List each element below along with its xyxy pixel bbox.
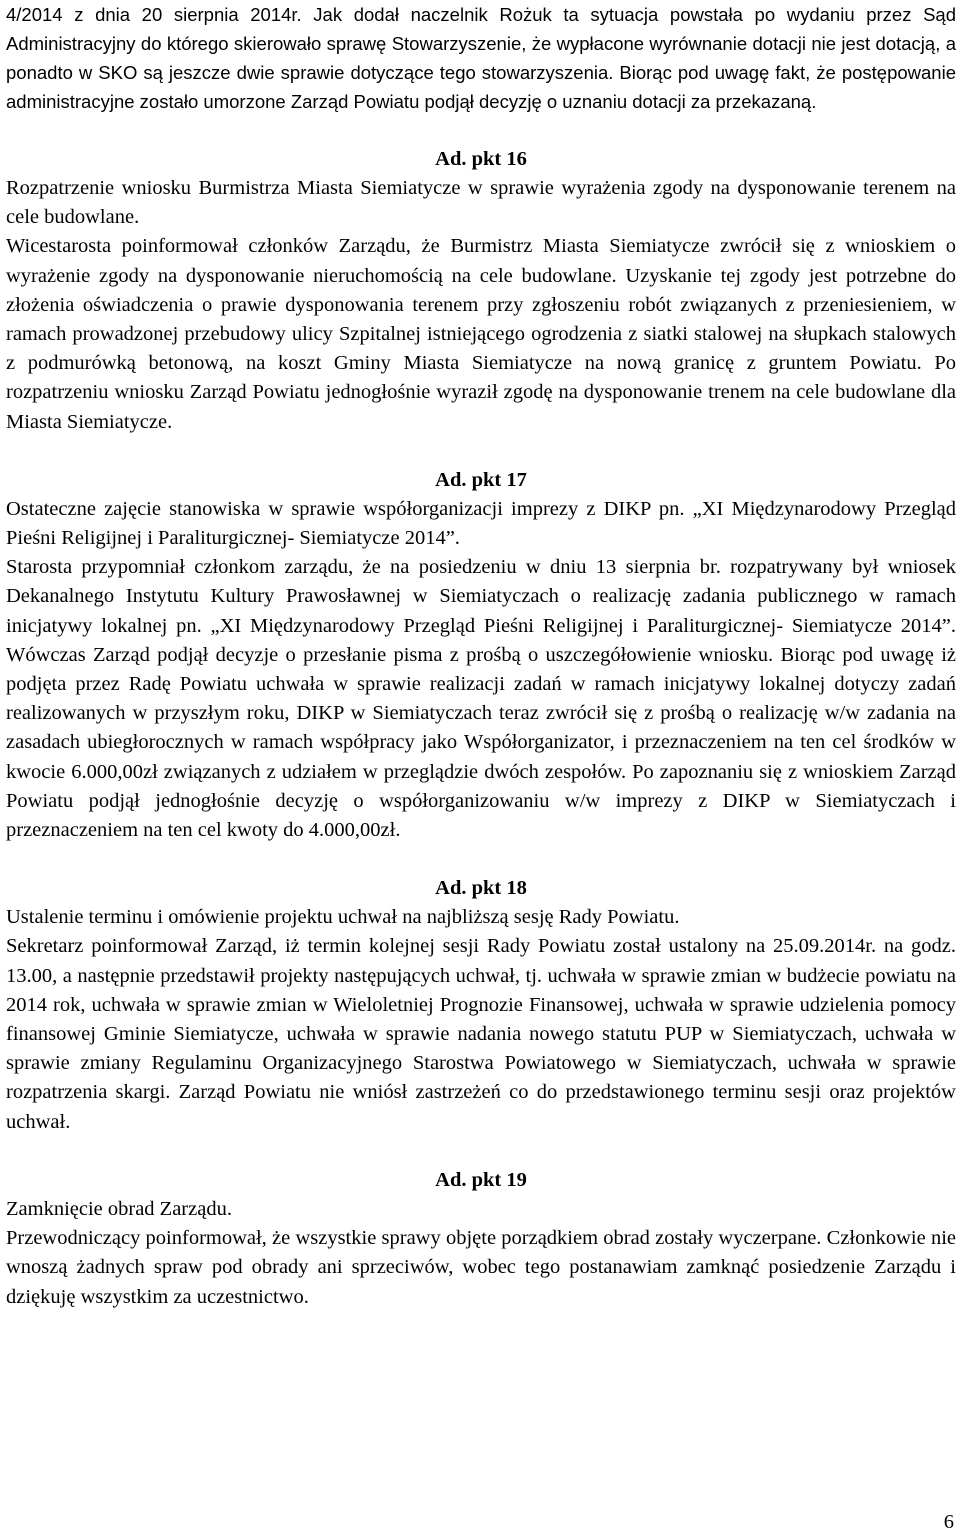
intro-paragraph: 4/2014 z dnia 20 sierpnia 2014r. Jak dodał naczelnik Rożuk ta sytuacja powstała po wydaniu przez Sąd Administracyjny do którego skierowało sprawę Stowarzyszenie, że wypłacone wyrównanie dotacji nie jest dotacją, a ponadto w SKO są jeszcze dwie sprawie dotyczące tego stowarzyszenia. Biorąc pod uwagę fakt, że postępowanie administracyjne zostało umorzone Zarząd Powiatu podjął decyzję o uznaniu dotacji za przekazaną.: [6, 4, 956, 112]
section-pkt-17: [6, 466, 956, 845]
document-page: [6, 0, 956, 1312]
section-subject: Zamknięcie obrad Zarządu.: [6, 1197, 232, 1220]
section-spacer: [6, 116, 956, 145]
section-pkt-19: [6, 1166, 956, 1312]
section-pkt-16: [6, 145, 956, 437]
page-number: 6: [943, 1511, 954, 1533]
section-subject: Ostateczne zajęcie stanowiska w sprawie współorganizacji imprezy z DIKP pn. „XI Międzynarodowy Przegląd Pieśni Religijnej i Paraliturgicznej- Siemiatycze 2014”.: [6, 497, 956, 550]
section-heading: Ad. pkt 17: [435, 468, 527, 491]
section-subject: Rozpatrzenie wniosku Burmistrza Miasta Siemiatycze w sprawie wyrażenia zgody na dysponowanie terenem na cele budowlane.: [6, 177, 956, 229]
section-body: Sekretarz poinformował Zarząd, iż termin kolejnej sesji Rady Powiatu został ustalony na 25.09.2014r. na godz. 13.00, a następnie przedstawił projekty następujących uchwał, tj. uchwała w sprawie zmian w budżecie powiatu na 2014 rok, uchwała w sprawie zmian w Wieloletniej Prognozie Finansowej, uchwała w sprawie udzielenia pomocy finansowej Gminie Siemiatycze, uchwała w sprawie nadania nowego statutu PUP w Siemiatyczach, uchwała w sprawie zmiany Regulaminu Organizacyjnego Starostwa Powiatowego w Siemiatyczach, uchwała w sprawie rozpatrzenia skargi. Zarząd Powiatu nie wniósł zastrzeżeń co do przedstawionego terminu sesji oraz projektów uchwał.: [6, 935, 956, 1133]
section-spacer: [6, 1137, 956, 1166]
section-heading: Ad. pkt 16: [435, 148, 527, 170]
section-subject: Ustalenie terminu i omówienie projektu uchwał na najbliższą sesję Rady Powiatu.: [6, 906, 680, 929]
section-pkt-18: [6, 874, 956, 1137]
section-body: Starosta przypomniał członkom zarządu, że na posiedzeniu w dniu 13 sierpnia br. rozpatrywany był wniosek Dekanalnego Instytutu Kultury Prawosławnej w Siemiatyczach o realizację zadania publicznego w ramach inicjatywy lokalnej pn. „XI Międzynarodowy Przegląd Pieśni Religijnej i Paraliturgicznej- Siemiatycze 2014”. Wówczas Zarząd podjął decyzje o przesłanie pisma z prośbą o uszczegółowienie wniosku. Biorąc pod uwagę iż podjęta przez Radę Powiatu uchwała w sprawie realizacji zadań w ramach inicjatywy lokalnej dotyczy zadań realizowanych w przyszłym roku, DIKP w Siemiatyczach teraz zwrócił się z prośbą o realizację w/w zadania na zasadach ubiegłorocznych w ramach współpracy jako Współorganizator, i przeznaczeniem na ten cel środków w kwocie 6.000,00zł związanych z udziałem w przeglądzie dwóch zespołów. Po zapoznaniu się z wnioskiem Zarząd Powiatu podjął jednogłośnie decyzję o współorganizowaniu w/w imprezy z DIKP w Siemiatyczach i przeznaczeniem na ten cel kwoty do 4.000,00zł.: [6, 556, 956, 842]
section-spacer: [6, 437, 956, 466]
section-heading: Ad. pkt 18: [435, 877, 527, 900]
section-heading: Ad. pkt 19: [435, 1168, 527, 1191]
section-body: Wicestarosta poinformował członków Zarządu, że Burmistrz Miasta Siemiatycze zwrócił się z wnioskiem o wyrażenie zgody na dysponowanie nieruchomością na cele budowlane. Uzyskanie tej zgody jest potrzebne do złożenia oświadczenia o prawie dysponowania terenem przy zgłoszeniu robót związanych z przeniesieniem, w ramach prowadzonej przebudowy ulicy Szpitalnej istniejącego ogrodzenia z siatki stalowej na słupkach stalowych z podmurówką betonową, na koszt Gminy Miasta Siemiatycze na nową granicę z gruntem Powiatu. Po rozpatrzeniu wniosku Zarząd Powiatu jednogłośnie wyraził zgodę na dysponowanie trenem na cele budowlane dla Miasta Siemiatycze.: [6, 235, 956, 433]
section-body: Przewodniczący poinformował, że wszystkie sprawy objęte porządkiem obrad zostały wyczerpane. Członkowie nie wnoszą żadnych spraw pod obrady ani sprzeciwów, wobec tego postanawiam zamknąć posiedzenie Zarządu i dziękuję wszystkim za uczestnictwo.: [6, 1227, 956, 1308]
section-spacer: [6, 845, 956, 874]
